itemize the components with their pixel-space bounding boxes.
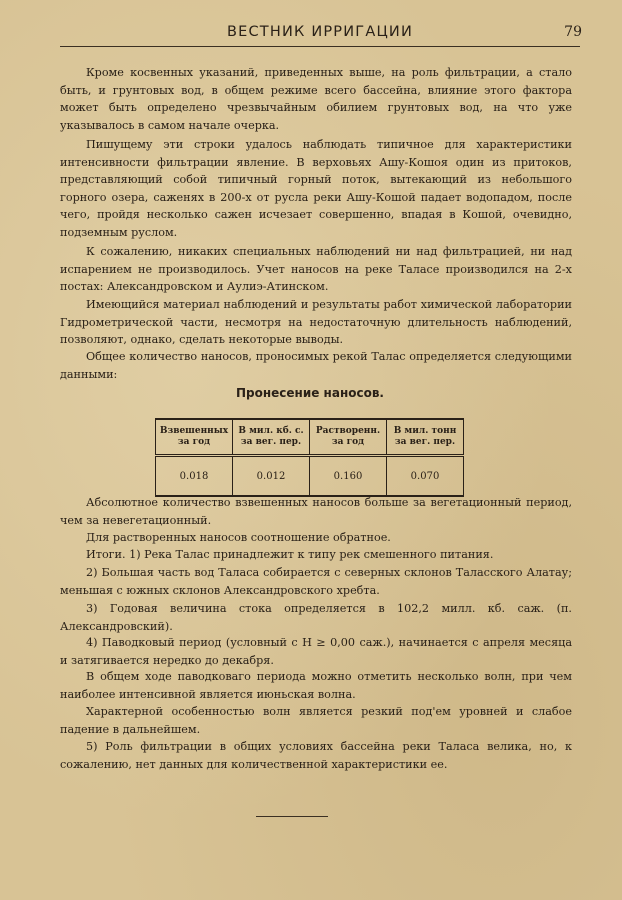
table-cell: 0.018 bbox=[156, 456, 233, 497]
table-header-cell: В мил. кб. с. за вег. пер. bbox=[233, 419, 310, 456]
paragraph: 5) Роль фильтрации в общих условиях бассейна реки Таласа велика, но, к сожалению, нет данных для количественной характеристики ее. bbox=[60, 740, 572, 771]
paragraph: Имеющийся материал наблюдений и результаты работ химической лаборатории Гидрометрической части, несмотря на недостаточную длительность наблюдений, позволяют, однако, сделать некоторые выводы. bbox=[60, 298, 572, 347]
journal-title: ВЕСТНИК ИРРИГАЦИИ bbox=[226, 24, 414, 40]
table-header-cell: В мил. тонн за вег. пер. bbox=[387, 419, 464, 456]
paragraph: К сожалению, никаких специальных наблюдений ни над фильтрацией, ни над испарением не производилось. Учет наносов на реке Таласе производился на 2-х постах: Александровском и Аулиэ-Атинском. bbox=[60, 245, 572, 294]
paragraph: Характерной особенностью волн является резкий под'ем уровней и слабое падение в дальнейшем. bbox=[60, 705, 572, 736]
paragraph: 4) Паводковый период (условный с H ≥ 0,00 саж.), начинается с апреля месяца и затягивается нередко до декабря. bbox=[60, 636, 572, 667]
paragraph: 2) Большая часть вод Таласа собирается с северных склонов Таласского Алатау; меньшая с южных склонов Александровского хребта. bbox=[60, 566, 572, 597]
paragraph: Абсолютное количество взвешенных наносов больше за вегетационный период, чем за невегетационный. bbox=[60, 496, 572, 527]
table-cell: 0.160 bbox=[310, 456, 387, 497]
paragraph: Для растворенных наносов соотношение обратное. bbox=[86, 531, 391, 544]
paragraph: Общее количество наносов, проносимых рекой Талас определяется следующими данными: bbox=[60, 350, 572, 381]
paragraph: Кроме косвенных указаний, приведенных выше, на роль фильтрации, а стало быть, и грунтовых вод, в общем режиме всего бассейна, влияние этого фактора может быть определено чрезвычайным обилием грунтовых вод, на что уже указывалось в самом начале очерка. bbox=[60, 66, 572, 132]
paragraph-summary: Итоги. 1) Река Талас принадлежит к типу рек смешенного питания. bbox=[86, 548, 494, 561]
table-row bbox=[156, 456, 464, 497]
table-cell: 0.012 bbox=[233, 456, 310, 497]
table-title: Пронесение наносов. bbox=[235, 386, 384, 400]
table-header-cell: Растворенн. за год bbox=[310, 419, 387, 456]
paragraph: 3) Годовая величина стока определяется в 102,2 милл. кб. саж. (п. Александровский). bbox=[60, 602, 572, 633]
paragraph: В общем ходе паводковаго периода можно отметить несколько волн, при чем наиболее интенсивной является июньская волна. bbox=[60, 670, 572, 701]
end-divider bbox=[256, 816, 328, 817]
running-header bbox=[60, 22, 580, 47]
table-header-row bbox=[156, 419, 464, 456]
table-cell: 0.070 bbox=[387, 456, 464, 497]
table-header-cell: Взвешенных за год bbox=[156, 419, 233, 456]
page-number: 79 bbox=[564, 24, 582, 40]
paragraph: Пишущему эти строки удалось наблюдать типичное для характеристики интенсивности фильтрации явление. В верховьях Ашу-Кошоя один из притоков, представляющий собой типичный горный поток, вытекающий из небольшого горного озера, саженях в 200-х от русла реки Ашу-Кошой падает водопадом, после чего, пройдя несколько сажен исчезает совершенно, впадая в Кошой, очевидно, подземным руслом. bbox=[60, 138, 572, 239]
sediment-table bbox=[155, 418, 464, 497]
